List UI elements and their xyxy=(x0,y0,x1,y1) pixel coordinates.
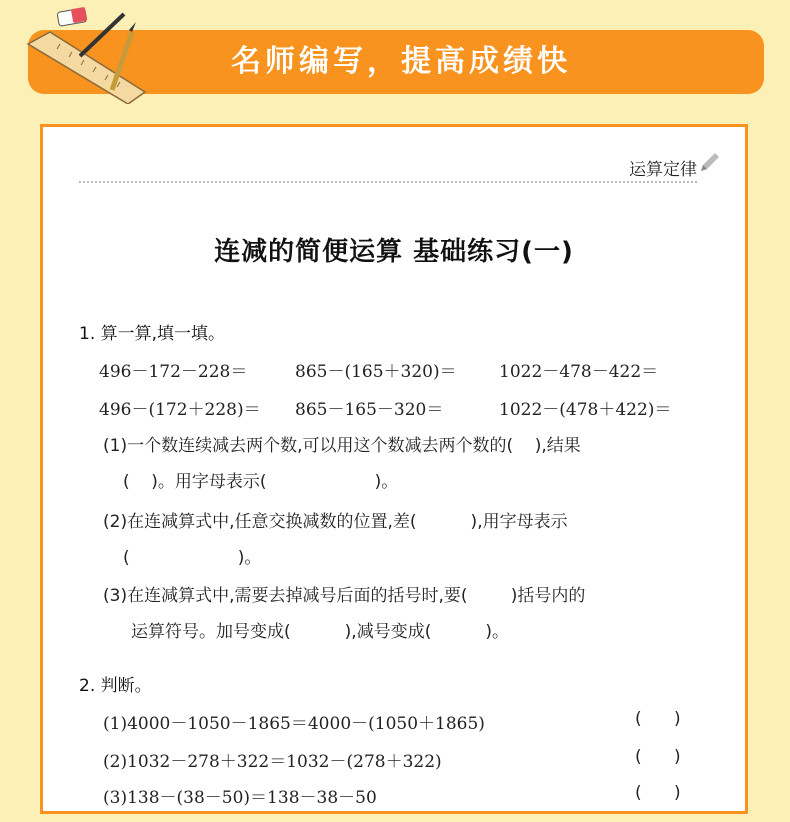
answer-paren: ( ) xyxy=(635,747,681,767)
ruler-pencil-eraser-icon xyxy=(20,4,150,104)
page-title: 连减的简便运算 基础练习(一) xyxy=(214,237,574,267)
fill-blank-2b: ( )。 xyxy=(123,548,262,568)
fill-blank-1a: (1)一个数连续减去两个数,可以用这个数减去两个数的( ),结果 xyxy=(103,436,581,456)
calc-item: 1022－478－422＝ xyxy=(499,362,659,382)
calc-item: 1022－(478＋422)＝ xyxy=(499,400,672,420)
answer-paren: ( ) xyxy=(635,709,681,729)
calc-item: 865－165－320＝ xyxy=(295,400,444,420)
worksheet-card xyxy=(40,124,748,814)
divider xyxy=(79,181,697,183)
question-1-heading: 1. 算一算,填一填。 xyxy=(79,324,226,344)
calc-item: 496－(172＋228)＝ xyxy=(99,400,261,420)
answer-paren: ( ) xyxy=(635,783,681,803)
section-tag: 运算定律 xyxy=(629,160,697,180)
calc-item: 865－(165＋320)＝ xyxy=(295,362,457,382)
fill-blank-3b: 运算符号。加号变成( ),减号变成( )。 xyxy=(131,622,510,642)
fill-blank-1b: ( )。用字母表示( )。 xyxy=(123,472,399,492)
banner-title: 名师编写，提高成绩快 xyxy=(231,44,571,79)
fill-blank-2a: (2)在连减算式中,任意交换减数的位置,差( ),用字母表示 xyxy=(103,512,568,532)
judge-item: (1)4000－1050－1865＝4000－(1050＋1865) xyxy=(103,714,485,734)
judge-item: (2)1032－278＋322＝1032－(278＋322) xyxy=(103,752,442,772)
question-2-heading: 2. 判断。 xyxy=(79,676,152,696)
calc-item: 496－172－228＝ xyxy=(99,362,248,382)
judge-item: (3)138－(38－50)＝138－38－50 xyxy=(103,788,377,808)
fill-blank-3a: (3)在连减算式中,需要去掉减号后面的括号时,要( )括号内的 xyxy=(103,586,586,606)
pencil-icon xyxy=(697,149,723,175)
